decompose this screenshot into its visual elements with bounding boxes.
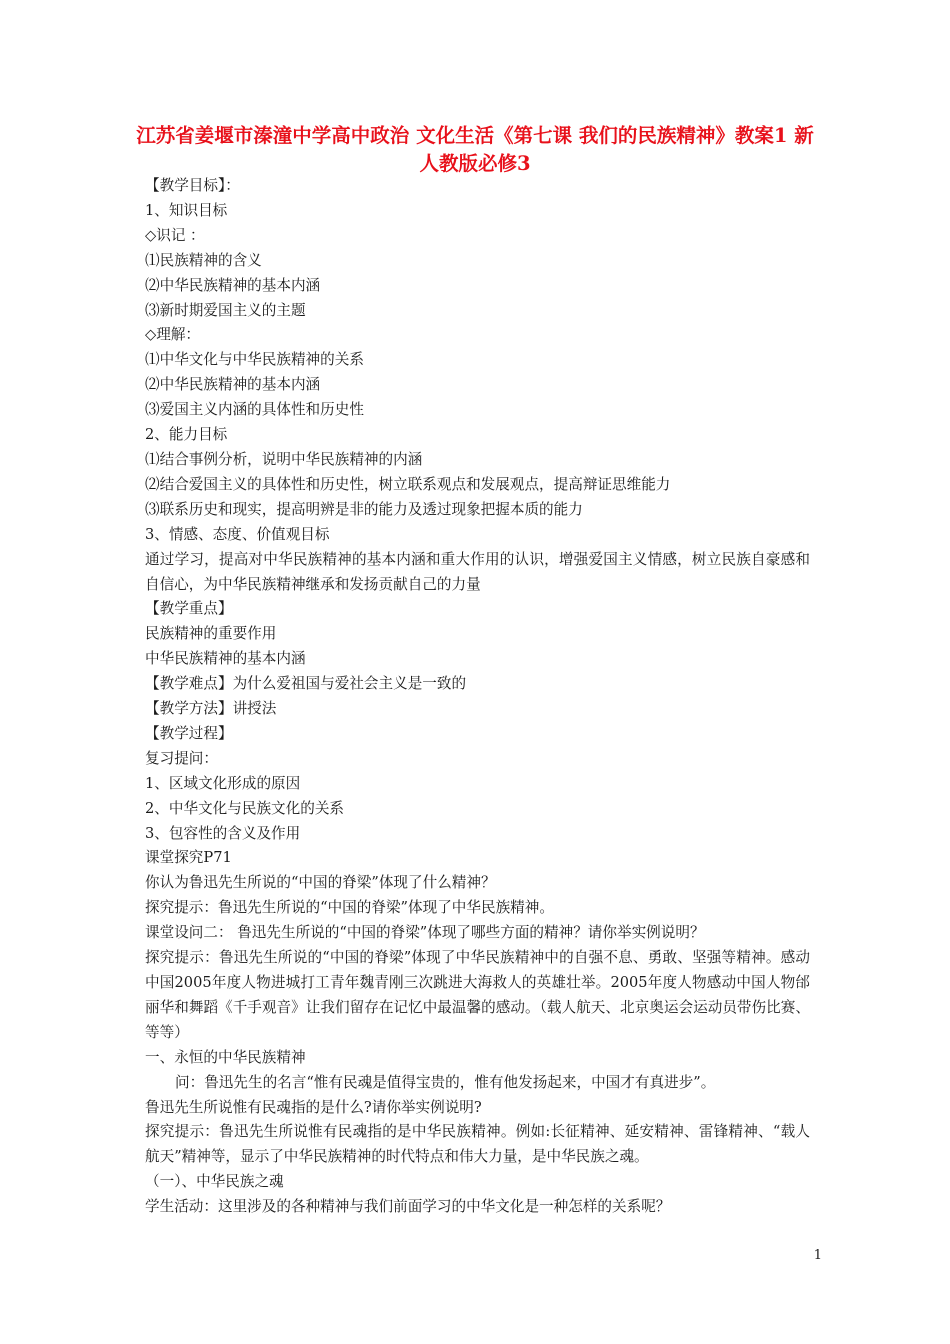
text-line: 1、知识目标 (145, 201, 228, 219)
text-line: ⑵结合爱国主义的具体性和历史性，树立联系观点和发展观点，提高辩证思维能力 (145, 475, 671, 493)
text-line: 2、中华文化与民族文化的关系 (145, 799, 345, 817)
text-line: ⑵中华民族精神的基本内涵 (145, 376, 321, 394)
section-heading: 【教学目标】： (145, 177, 240, 194)
text-line: 你认为鲁迅先生所说的“中国的脊梁”体现了什么精神？ (145, 874, 496, 892)
text-line: 2、能力目标 (145, 426, 228, 444)
text-line: ⑶爱国主义内涵的具体性和历史性 (145, 401, 364, 419)
text-line: 中华民族精神的基本内涵 (145, 650, 306, 668)
section-heading: 【教学方法】讲授法 (145, 700, 277, 718)
text-line: 民族精神的重要作用 (145, 625, 277, 643)
section-heading: 一、永恒的中华民族精神 (145, 1048, 306, 1066)
text-line: ⑶联系历史和现实，提高明辨是非的能力及透过现象把握本质的能力 (145, 500, 583, 518)
text-line: 鲁迅先生所说惟有民魂指的是什么?请你举实例说明? (145, 1098, 482, 1116)
text-line: 3、情感、态度、价值观目标 (145, 525, 330, 543)
text-line: ⑴结合事例分析，说明中华民族精神的内涵 (145, 450, 423, 468)
text-line: 课堂探究P71 (145, 849, 232, 867)
section-heading: （一）、中华民族之魂 (145, 1173, 284, 1191)
paragraph: 探究提示：鲁迅先生所说的“中国的脊梁”体现了中华民族精神中的自强不息、勇敢、坚强等精神。感动中国2005年度人物进城打工青年魏青刚三次跳进大海救人的英雄壮举。2005年度人物感动中国人物邰丽华和舞蹈《千手观音》让我们留存在记忆中最温馨的感动。（载人航天、北京奥运会运动员带伤比赛、等等） (145, 949, 810, 1041)
text-line: 复习提问： (145, 749, 218, 767)
text-line: ◇识记 ： (145, 226, 205, 244)
text-line: ⑴民族精神的含义 (145, 251, 262, 269)
text-line: ⑵中华民族精神的基本内涵 (145, 276, 321, 294)
page-number: 1 (813, 1248, 822, 1263)
text-line: 1、区域文化形成的原因 (145, 774, 301, 792)
section-heading: 【教学难点】为什么爱祖国与爱社会主义是一致的 (145, 675, 467, 693)
text-line: ◇理解： (145, 326, 201, 344)
text-line: 探究提示：鲁迅先生所说的“中国的脊梁”体现了中华民族精神。 (145, 899, 554, 917)
text-line: ⑶新时期爱国主义的主题 (145, 301, 306, 319)
text-line: ⑴中华文化与中华民族精神的关系 (145, 351, 364, 369)
text-line: 问：鲁迅先生的名言“惟有民魂是值得宝贵的，惟有他发扬起来，中国才有真进步”。 (175, 1073, 716, 1091)
text-line: 课堂设问二： 鲁迅先生所说的“中国的脊梁”体现了哪些方面的精神？请你举实例说明？ (145, 924, 705, 942)
document-body (145, 174, 810, 1220)
document-title: 江苏省姜堰市溱潼中学高中政治 文化生活《第七课 我们的民族精神》教案1 新人教版必修3 (136, 124, 814, 175)
text-line: 3、包容性的含义及作用 (145, 824, 301, 842)
section-heading: 【教学过程】 (145, 724, 233, 742)
text-line: 学生活动：这里涉及的各种精神与我们前面学习的中华文化是一种怎样的关系呢？ (145, 1198, 671, 1216)
section-heading: 【教学重点】 (145, 600, 233, 618)
paragraph: 通过学习，提高对中华民族精神的基本内涵和重大作用的认识，增强爱国主义情感，树立民族自豪感和自信心，为中华民族精神继承和发扬贡献自己的力量 (145, 550, 810, 593)
paragraph: 探究提示：鲁迅先生所说惟有民魂指的是中华民族精神。例如:长征精神、延安精神、雷锋精神、“载人航天”精神等，显示了中华民族精神的时代特点和伟大力量，是中华民族之魂。 (145, 1123, 810, 1166)
